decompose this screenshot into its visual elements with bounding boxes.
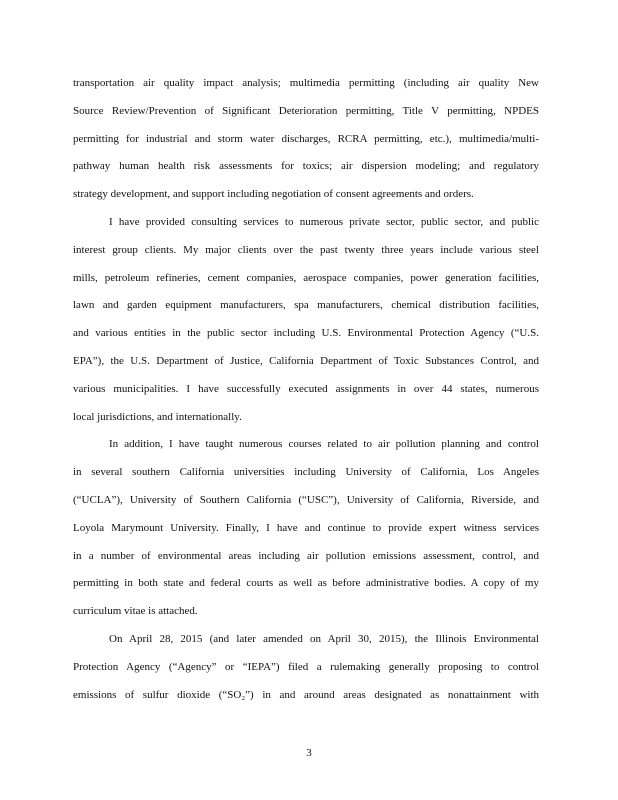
text-line: and various entities in the public sector including U.S. Environmental Protection Agency (“U.S. xyxy=(73,327,539,340)
text-line: Protection Agency (“Agency” or “IEPA”) filed a rulemaking generally proposing to control xyxy=(73,660,539,673)
text-line: strategy development, and support including negotiation of consent agreements and orders. xyxy=(73,188,474,201)
text-line: permitting in both state and federal courts as well as before administrative bodies. A copy of my xyxy=(73,577,539,590)
page-number: 3 xyxy=(306,747,312,759)
text-line: curriculum vitae is attached. xyxy=(73,605,198,618)
text-line: interest group clients. My major clients over the past twenty three years include various steel xyxy=(73,243,539,256)
text-line: pathway human health risk assessments for toxics; air dispersion modeling; and regulatory xyxy=(73,160,539,173)
text-line: I have provided consulting services to numerous private sector, public sector, and public xyxy=(109,215,539,228)
text-line: in several southern California universities including University of California, Los Angeles xyxy=(73,466,539,479)
paragraph-4 xyxy=(73,626,539,709)
paragraph-2 xyxy=(73,209,539,431)
text-line: Source Review/Prevention of Significant Deterioration permitting, Title V permitting, NPDES xyxy=(73,104,539,117)
text-line: lawn and garden equipment manufacturers, spa manufacturers, chemical distribution facilities, xyxy=(73,299,539,312)
text-line: in a number of environmental areas including air pollution emissions assessment, control, and xyxy=(73,549,539,562)
text-line: On April 28, 2015 (and later amended on April 30, 2015), the Illinois Environmental xyxy=(109,632,539,645)
paragraph-1 xyxy=(73,70,539,209)
text-line: transportation air quality impact analysis; multimedia permitting (including air quality New xyxy=(73,77,539,89)
text-line: (“UCLA”), University of Southern California (“USC”), University of California, Riverside, and xyxy=(73,493,539,506)
paragraph-3 xyxy=(73,431,539,626)
text-line: various municipalities. I have successfully executed assignments in over 44 states, numerous xyxy=(73,382,539,395)
body-text xyxy=(73,70,539,709)
text-line: permitting for industrial and storm water discharges, RCRA permitting, etc.), multimedia/multi- xyxy=(73,132,539,145)
text-line: mills, petroleum refineries, cement companies, aerospace companies, power generation facilities, xyxy=(73,271,539,284)
text-line: EPA”), the U.S. Department of Justice, California Department of Toxic Substances Control, and xyxy=(73,354,539,367)
text-line: local jurisdictions, and internationally. xyxy=(73,410,242,423)
text-line: In addition, I have taught numerous courses related to air pollution planning and control xyxy=(109,438,539,451)
text-line: Loyola Marymount University. Finally, I have and continue to provide expert witness services xyxy=(73,521,539,534)
text-line: emissions of sulfur dioxide (“SO₂”) in and around areas designated as nonattainment with xyxy=(73,688,539,701)
